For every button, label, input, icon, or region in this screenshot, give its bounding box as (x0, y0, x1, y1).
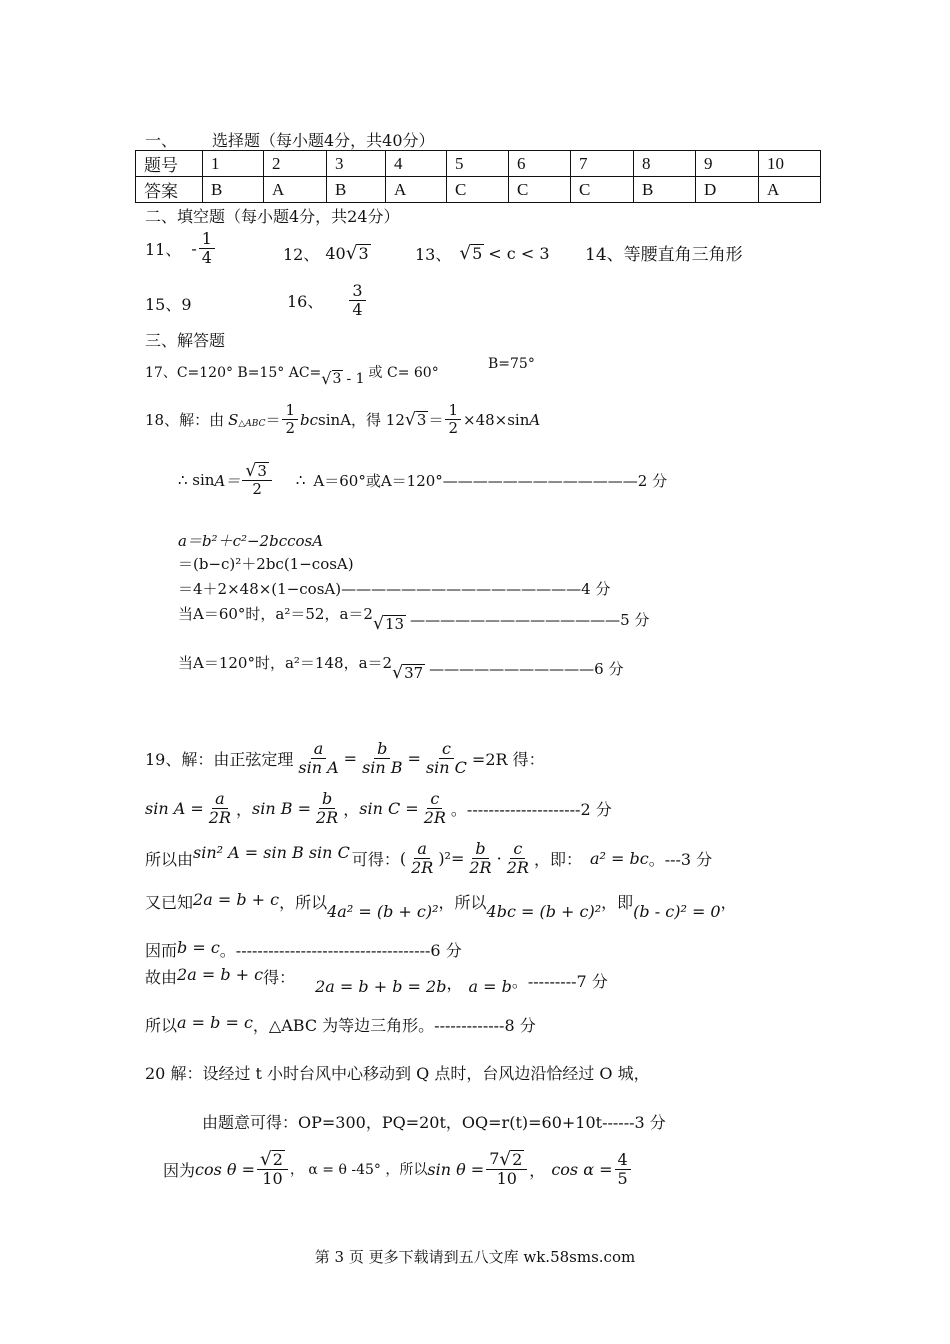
q18-sqrt: √ 3 (404, 409, 427, 430)
q19-l3b: sin² A = sin B sin C (193, 843, 350, 863)
radicand: 2 (272, 1150, 283, 1169)
q12 (283, 242, 371, 265)
q18-line-7 (178, 652, 623, 682)
table-cell: B (634, 177, 696, 203)
q19-l3f: 。---3 分 (648, 850, 713, 870)
denominator: 10 (496, 1169, 517, 1189)
table-cell: A (264, 177, 327, 203)
q18-l6b: A＝60°时，a²＝52，a＝2 (193, 605, 373, 623)
radicand: 3 (358, 243, 369, 263)
table-cell: C (571, 177, 634, 203)
q19-l6g: 。---------7 分 (511, 972, 608, 991)
table-cell: A (759, 177, 821, 203)
sqrt2-over-10 (257, 1150, 288, 1189)
q19-line-7 (145, 1013, 536, 1036)
q19-line-6 (145, 965, 608, 996)
q12-sqrt: √ 3 (345, 242, 369, 264)
radicand: 3 (257, 462, 267, 480)
radicand: 2 (512, 1150, 523, 1169)
denominator: 2 (448, 419, 458, 438)
q19-line-5 (145, 938, 462, 961)
q18-l7c: ———————————6 分 (429, 660, 624, 678)
q16 (287, 282, 368, 320)
lparen: ( (399, 849, 407, 869)
q18-l3: ＝b²＋c²−2bccosA (186, 532, 324, 550)
q16-fraction (349, 282, 365, 320)
denominator: sin C (425, 758, 467, 778)
numerator: √ 3 (242, 462, 272, 481)
answer-table (135, 150, 821, 203)
q18-l7a: 当 (178, 654, 194, 672)
q19-l3d: ，即： (533, 850, 582, 870)
q19-l5b: b = c (177, 938, 220, 957)
table-cell: A (386, 177, 447, 203)
q18-l6a: 当 (178, 605, 194, 623)
q18-line-1 (145, 402, 540, 438)
q18-line-4: ＝(b−c)²＋2bc(1−cosA) (178, 555, 354, 573)
numerator: 1 (199, 230, 215, 249)
table-cell: 4 (386, 151, 447, 177)
denominator: sin B (362, 758, 403, 778)
denominator: 4 (352, 300, 363, 320)
dot: · (496, 849, 502, 869)
q19-l4d: 4a² = (b + c)² (327, 902, 439, 921)
q18-s: S (228, 410, 239, 429)
q19-l4c: ，所以 (279, 893, 328, 912)
q15: 15、9 (145, 295, 192, 314)
table-cell: 3 (327, 151, 386, 177)
q18-line-2 (178, 462, 667, 499)
b-over-2R (313, 790, 341, 828)
equals: = (343, 749, 358, 769)
radicand: 3 (332, 371, 342, 387)
q19-l7a: 所以 (145, 1016, 178, 1035)
numerator: b (472, 840, 488, 859)
c-over-2R (421, 790, 449, 828)
4-over-5 (615, 1151, 631, 1189)
table-cell: 9 (696, 151, 759, 177)
table-header-cell: 题号 (136, 151, 203, 177)
q18-l2-a: A＝ (214, 471, 241, 490)
table-cell: 7 (571, 151, 634, 177)
table-cell: B (203, 177, 264, 203)
q18-bc: bc (300, 410, 319, 429)
q12-coef: 40 (325, 244, 346, 263)
law-of-sines-c (423, 740, 470, 778)
q19-l5c: 。------------------------------------6 分 (219, 941, 462, 960)
q18-line-3: a＝b²＋c²−2bccosA (178, 532, 324, 550)
q18-text-2: sinA，得 12 (318, 411, 405, 430)
section-1-number: 一、 (145, 131, 178, 150)
q20-line-2: 由题意可得：OP=300，PQ=20t，OQ=r(t)=60+10t------3 分 (202, 1113, 666, 1132)
q19-l4f: 4bc = (b + c)² (486, 902, 602, 921)
q19-l4i: ， (720, 893, 737, 912)
table-cell: B (327, 177, 386, 203)
table-header-cell: 答案 (136, 177, 203, 203)
q11-label: 11、 (145, 240, 182, 260)
q17-sqrt: √ 3 (321, 369, 342, 388)
q19-l7b: a = b = c (177, 1013, 253, 1032)
q19-l4b: 2a = b + c (193, 890, 280, 909)
numerator: c (427, 790, 442, 809)
q19-a: 19、解：由正弦定理 (145, 750, 294, 770)
a-over-2R (408, 840, 436, 878)
q17-b: B=75° (488, 356, 535, 372)
q19-l4h: (b - c)² = 0 (633, 902, 721, 921)
law-of-sines-a (295, 740, 341, 778)
denominator: 2 (285, 419, 296, 438)
section-3-title: 三、解答题 (145, 331, 226, 350)
comma: ， (236, 800, 253, 820)
q13 (415, 242, 550, 265)
7sqrt2-over-10 (486, 1150, 527, 1189)
q20-l3f: cos α = (551, 1159, 613, 1179)
denominator: 10 (262, 1169, 283, 1189)
q19-l6b: 2a = b + c (177, 965, 264, 984)
q17 (145, 356, 439, 387)
table-cell: 2 (264, 151, 327, 177)
equals: = (450, 849, 465, 869)
table-cell: 10 (759, 151, 821, 177)
c-over-2R (504, 840, 532, 878)
numerator: 3 (349, 282, 365, 301)
q19-line-3 (145, 840, 712, 878)
page-footer: 第 3 页 更多下载请到五八文库 wk.58sms.com (314, 1248, 636, 1266)
q18-l6c: ——————————————5 分 (410, 611, 650, 629)
section-2-title: 二、填空题（每小题4分，共24分） (145, 207, 400, 226)
q11 (145, 230, 217, 268)
q19-l7c: ，△ABC 为等边三角形。-------------8 分 (252, 1016, 536, 1035)
radicand: 5 (472, 243, 483, 263)
denominator: 2R (423, 808, 446, 828)
q19-l4a: 又已知 (145, 893, 194, 912)
q20-l3d: sin θ = (427, 1159, 485, 1179)
q18-line-6 (178, 603, 649, 633)
law-of-sines-b (359, 740, 405, 778)
q18-l7b: A＝120°时，a²＝148，a＝2 (193, 654, 393, 672)
q17-minus: - 1 (346, 370, 365, 387)
q20-line-3 (163, 1150, 633, 1189)
q20-l3c: ， α = θ -45° ，所以 (289, 1162, 428, 1179)
numerator: √ 2 (257, 1150, 288, 1170)
sinB-eq: sin B = (252, 799, 311, 819)
q18-eq: ＝ (265, 411, 281, 430)
numerator: c (439, 740, 454, 759)
numerator: 7 √ 2 (486, 1150, 527, 1170)
q18-l2-text: ∴ sin (178, 471, 215, 490)
q19-line-1 (145, 740, 545, 778)
q19-l2-end: 。---------------------2 分 (450, 800, 612, 820)
q18-text-3: ×48×sin (463, 410, 530, 429)
q18-text: 18、解：由 (145, 411, 225, 430)
table-row-answers (136, 177, 821, 203)
b-over-2R (466, 840, 494, 878)
equals: = (407, 749, 421, 769)
numerator: 4 (615, 1151, 631, 1170)
sinA-eq: sin A = (145, 799, 204, 819)
q11-fraction (199, 230, 215, 268)
q20-l3a: 因为 (163, 1160, 196, 1180)
q19-l3c: 可得： (351, 850, 400, 870)
numerator: 1 (282, 402, 298, 420)
q19-l3e: a² = bc (589, 849, 649, 869)
q18-a: A (529, 410, 541, 429)
q19-l5a: 因而 (145, 941, 178, 960)
q18-sub: △ABC (238, 418, 266, 429)
half-fraction (282, 402, 298, 438)
q13-rest: < c < 3 (488, 244, 550, 263)
q18-l2-therefore: ∴ (295, 471, 306, 490)
radicand: 13 (384, 615, 405, 633)
q19-l6e: ， (446, 974, 463, 993)
q14: 14、等腰直角三角形 (585, 245, 743, 265)
coef: 7 (489, 1149, 500, 1169)
q20-l3e: ， (529, 1160, 546, 1180)
q20-line-1: 20 解：设经过 t 小时台风中心移动到 Q 点时，台风边沿恰经过 O 城， (145, 1064, 650, 1083)
q19-b: =2R 得： (471, 750, 545, 770)
denominator: 2R (506, 858, 529, 878)
sinC-eq: sin C = (359, 799, 419, 819)
q20-l3b: cos θ = (195, 1159, 256, 1179)
table-cell: 8 (634, 151, 696, 177)
table-cell: C (447, 177, 509, 203)
numerator: a (414, 840, 430, 859)
table-cell: C (509, 177, 571, 203)
q19-l6c: 得： (263, 968, 296, 987)
table-cell: 1 (203, 151, 264, 177)
q19-line-2 (145, 790, 612, 828)
q19-l4e: ，所以 (438, 893, 487, 912)
q19-l4g: ，即 (601, 893, 634, 912)
q13-sqrt: √ 5 (459, 242, 483, 264)
q13-label: 13、 (415, 245, 452, 264)
denominator: 2R (411, 858, 434, 878)
denominator: 5 (617, 1168, 628, 1188)
q19-l6f: a = b (468, 977, 512, 996)
denominator: 2 (252, 480, 262, 499)
a-over-2R (206, 790, 234, 828)
radicand: 37 (404, 664, 424, 682)
q17-alt: 或 C= 60° (368, 364, 439, 381)
numerator: 1 (445, 402, 461, 420)
numerator: a (311, 740, 327, 759)
q19-l6a: 故由 (145, 968, 178, 987)
numerator: c (510, 840, 525, 859)
denominator: sin A (298, 758, 339, 778)
sqrt3-over-2 (242, 462, 272, 499)
q18-l6-sqrt: √ 13 (372, 614, 405, 634)
radicand: 3 (416, 410, 427, 429)
q19-l3a: 所以由 (145, 850, 194, 870)
denominator: 4 (201, 248, 212, 268)
q18-l7-sqrt: √ 37 (392, 663, 424, 683)
q17-text: 17、C=120° B=15° AC= (145, 364, 322, 381)
table-row-numbers (136, 151, 821, 177)
q18-l2-d: A＝60°或 (313, 471, 381, 490)
numerator: b (319, 790, 335, 809)
comma: ， (343, 800, 360, 820)
table-cell: 6 (509, 151, 571, 177)
table-cell: D (696, 177, 759, 203)
numerator: a (212, 790, 228, 809)
q18-line-5: ＝4＋2×48×(1−cosA)————————————————4 分 (178, 580, 611, 598)
q19-l6d: 2a = b + b = 2b (315, 977, 447, 996)
denominator: 2R (315, 808, 339, 828)
denominator: 2R (469, 858, 492, 878)
q18-eq-2: ＝ (428, 411, 444, 430)
q11-sign: - (191, 239, 197, 259)
rparen-squared: )² (438, 849, 451, 869)
table-cell: 5 (447, 151, 509, 177)
q19-line-4 (145, 890, 737, 921)
denominator: 2R (208, 808, 231, 828)
q12-label: 12、 (283, 245, 320, 264)
half-fraction (445, 402, 461, 438)
numerator: b (374, 740, 390, 759)
q16-label: 16、 (287, 292, 324, 312)
q18-l2-e: A＝120°—————————————2 分 (380, 471, 668, 490)
section-1-title: 选择题（每小题4分，共40分） (212, 131, 435, 150)
